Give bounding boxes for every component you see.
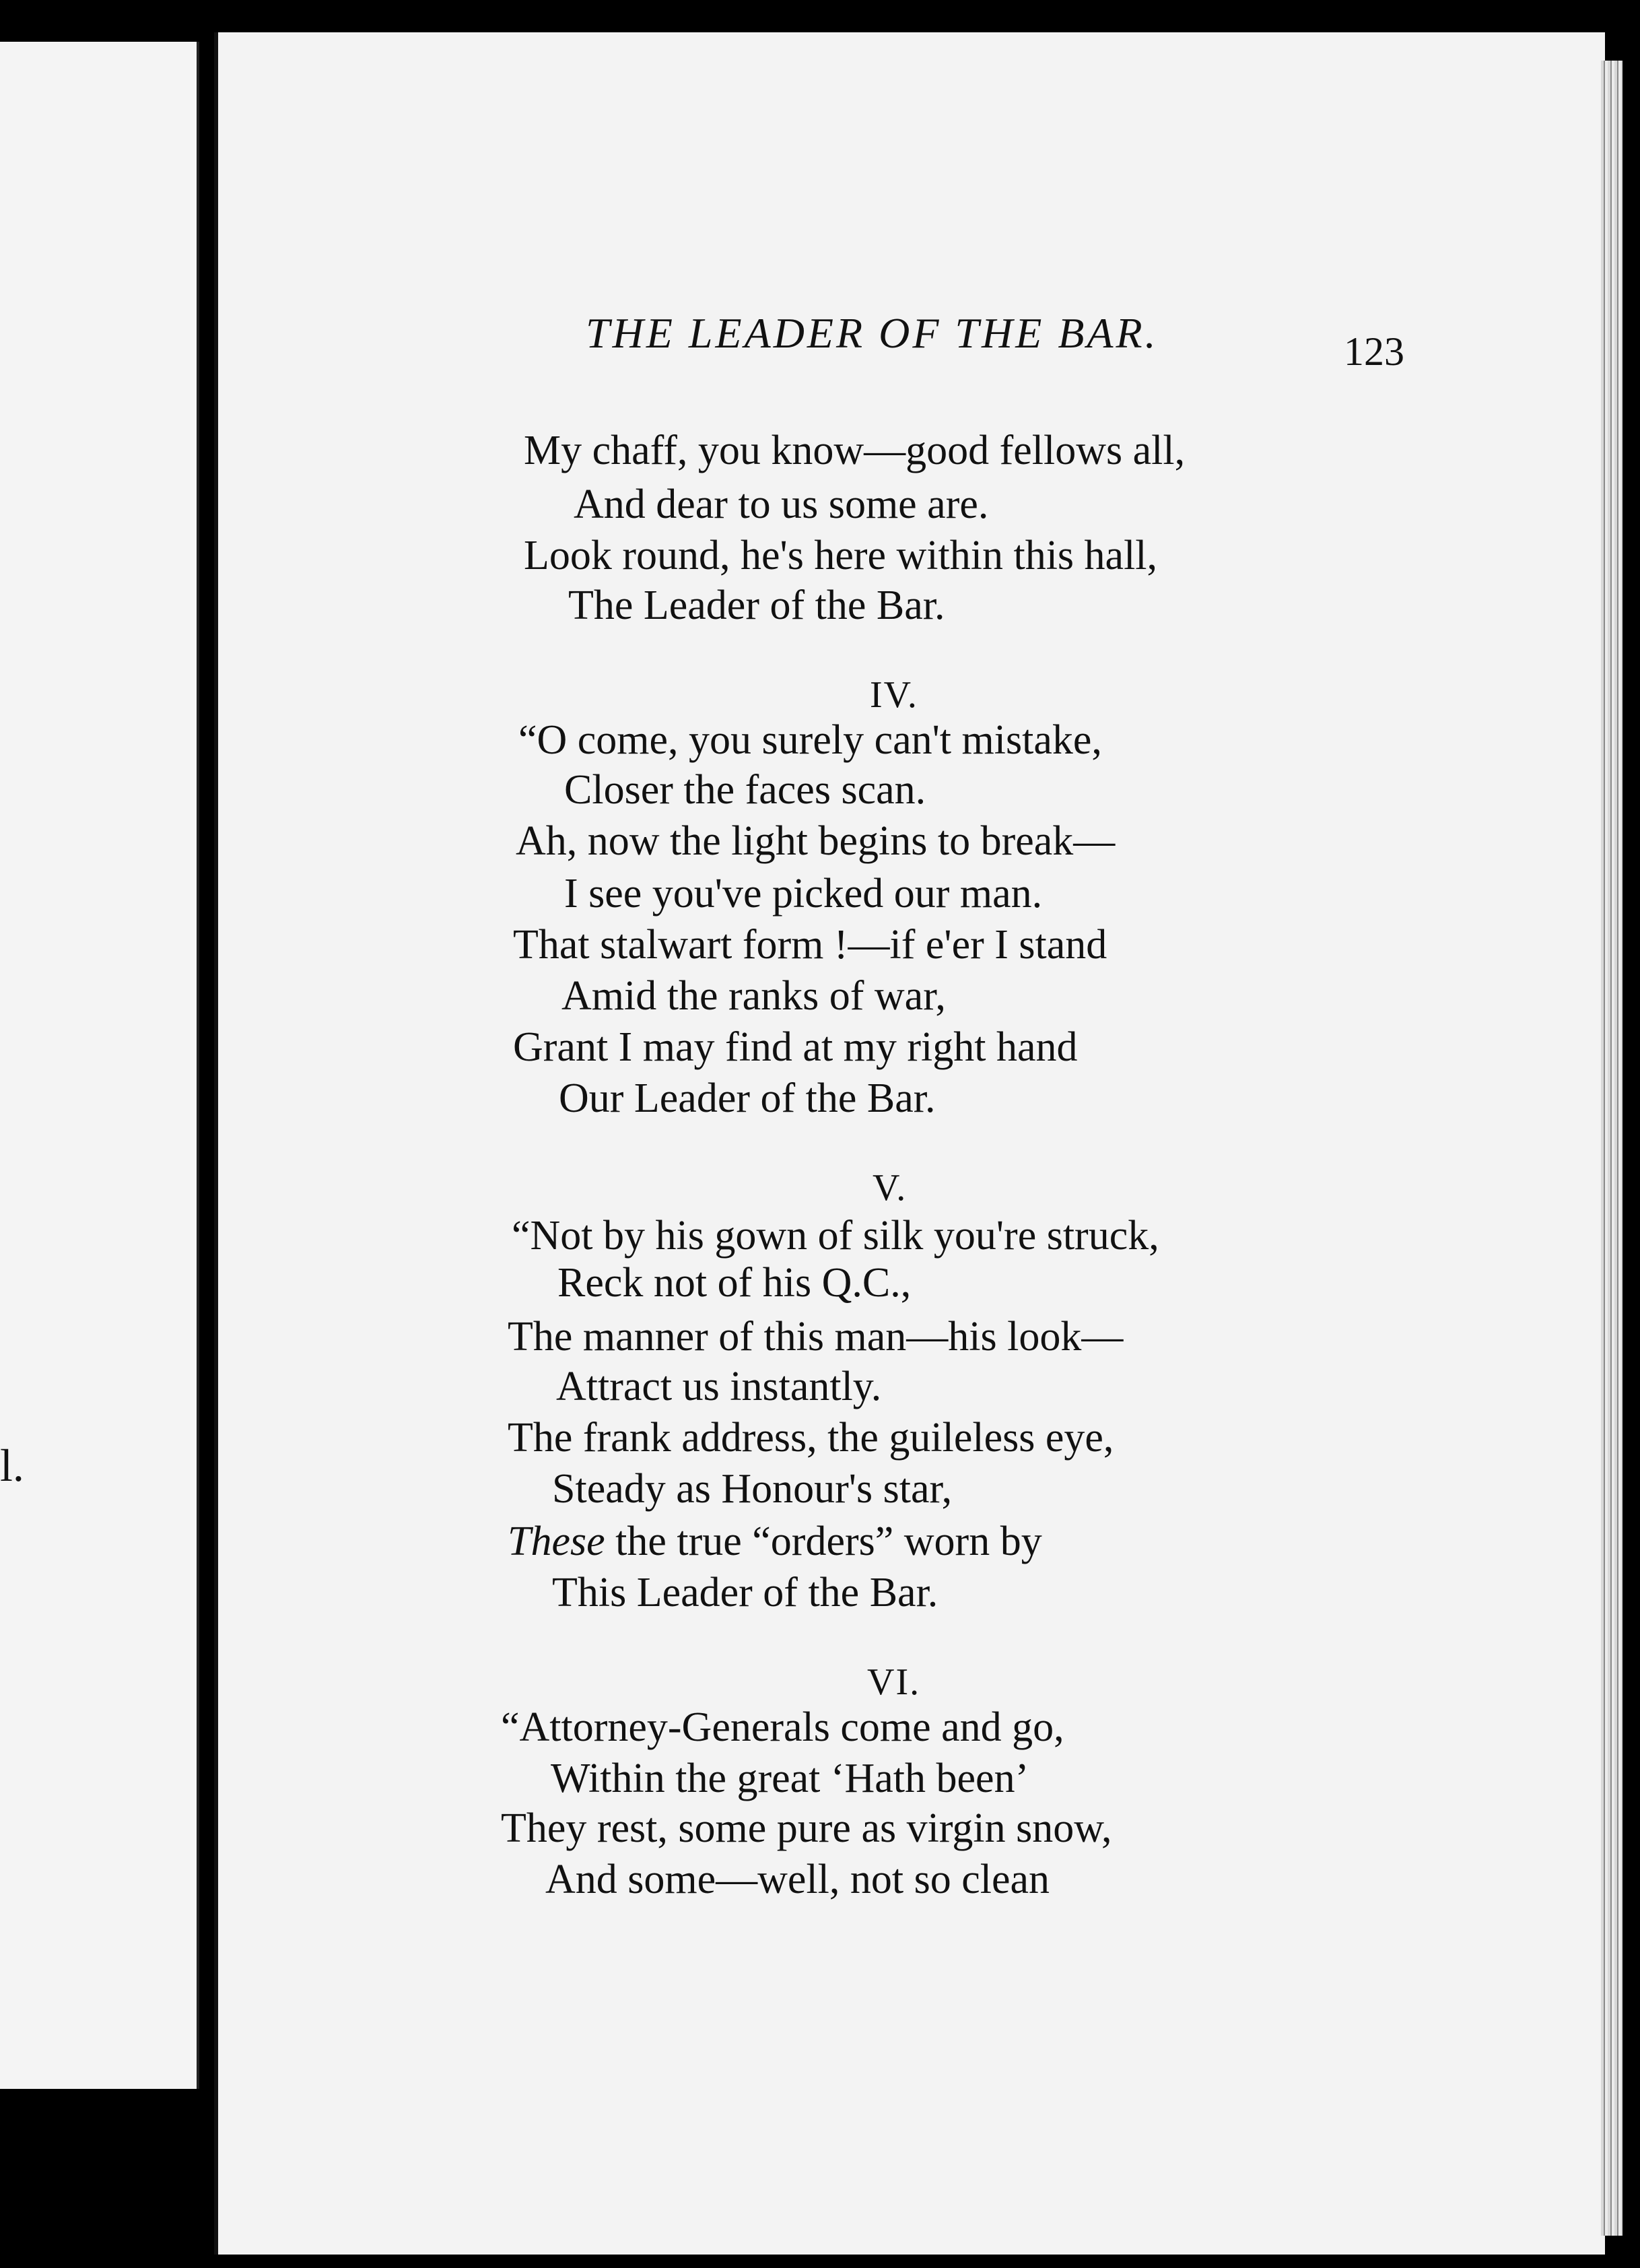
- italic-word: These: [508, 1519, 605, 1564]
- poem-line: They rest, some pure as virgin snow,: [501, 1805, 1112, 1851]
- poem-line: Ah, now the light begins to break—: [516, 818, 1116, 864]
- poem-line: Grant I may find at my right hand: [513, 1024, 1078, 1070]
- poem-line: This Leader of the Bar.: [552, 1570, 938, 1615]
- poem-line-rest: the true “orders” worn by: [605, 1519, 1042, 1564]
- poem-line: Our Leader of the Bar.: [559, 1075, 936, 1121]
- poem-line: And dear to us some are.: [574, 481, 989, 527]
- poem-line: Steady as Honour's star,: [552, 1466, 953, 1512]
- poem-line: The Leader of the Bar.: [568, 582, 945, 628]
- poem-line: Reck not of his Q.C.,: [557, 1260, 912, 1306]
- running-title: THE LEADER OF THE BAR.: [586, 309, 1159, 357]
- stanza-number-iv: IV.: [870, 674, 918, 716]
- page-number: 123: [1344, 329, 1404, 374]
- poem-line: And some—well, not so clean: [545, 1857, 1050, 1902]
- poem-line: Look round, he's here within this hall,: [524, 533, 1158, 578]
- poem-line: My chaff, you know—good fellows all,: [524, 428, 1186, 473]
- poem-line: “Not by his gown of silk you're struck,: [512, 1213, 1159, 1259]
- facing-page-fragment: l.: [0, 1440, 24, 1491]
- poem-line: Within the great ‘Hath been’: [551, 1756, 1029, 1801]
- poem-line: I see you've picked our man.: [564, 871, 1043, 916]
- poem-line: Amid the ranks of war,: [561, 973, 946, 1019]
- facing-page: [0, 42, 199, 2089]
- poem-line: “O come, you surely can't mistake,: [518, 717, 1102, 763]
- poem-line: The frank address, the guileless eye,: [508, 1415, 1114, 1461]
- poem-line: Closer the faces scan.: [564, 767, 926, 813]
- stanza-number-v: V.: [873, 1167, 908, 1209]
- poem-line: “Attorney-Generals come and go,: [501, 1704, 1064, 1750]
- stanza-number-vi: VI.: [867, 1661, 921, 1703]
- poem-line: Attract us instantly.: [556, 1364, 882, 1409]
- poem-line: That stalwart form !—if e'er I stand: [513, 922, 1107, 968]
- page-edge: [1601, 61, 1622, 2236]
- poem-line: The manner of this man—his look—: [508, 1314, 1124, 1360]
- poem-line-italic-lead: [508, 1521, 1042, 1562]
